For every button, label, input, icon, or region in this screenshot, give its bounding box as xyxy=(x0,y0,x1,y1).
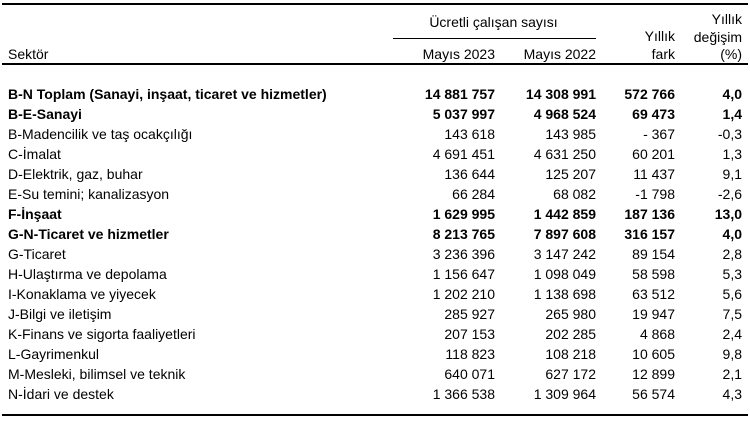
annual-change-cell: -0,3 xyxy=(717,126,742,142)
may-2022-value-cell: 108 218 xyxy=(545,346,596,362)
may-2023-value-cell: 1 202 210 xyxy=(432,286,495,302)
annual-difference-cell: 58 598 xyxy=(632,266,675,282)
may-2023-value-cell: 1 156 647 xyxy=(432,266,495,282)
sector-cell: C-İmalat xyxy=(8,146,61,162)
may-2023-value-cell: 1 366 538 xyxy=(432,386,495,402)
sector-cell: H-Ulaştırma ve depolama xyxy=(8,266,167,282)
may-2022-value-cell: 627 172 xyxy=(545,366,596,382)
may-2022-value-cell: 14 308 991 xyxy=(525,86,596,102)
table-row xyxy=(0,304,750,324)
table-row xyxy=(0,164,750,184)
table-row xyxy=(0,384,750,404)
table-row xyxy=(0,144,750,164)
table-row xyxy=(0,284,750,304)
may-2022-value-cell: 1 098 049 xyxy=(533,266,596,282)
annual-change-cell: 2,4 xyxy=(722,326,742,342)
may-2023-value-cell: 66 284 xyxy=(452,186,495,202)
may-2022-value-cell: 1 138 698 xyxy=(533,286,596,302)
annual-difference-cell: 63 512 xyxy=(632,286,675,302)
annual-change-header-line3: (%) xyxy=(720,46,742,62)
annual-difference-cell: 187 136 xyxy=(624,206,675,222)
annual-change-header-line2: değişim xyxy=(693,28,742,45)
annual-change-column-header xyxy=(694,11,742,64)
sector-cell: J-Bilgi ve iletişim xyxy=(8,306,112,322)
annual-change-cell: 4,3 xyxy=(722,386,742,402)
sector-cell: E-Su temini; kanalizasyon xyxy=(8,186,170,202)
sector-cell: N-İdari ve destek xyxy=(8,386,114,402)
table-body xyxy=(0,84,750,404)
sector-column-header: Sektör xyxy=(8,46,49,62)
paid-employees-group-header: Ücretli çalışan sayısı xyxy=(429,14,558,30)
annual-difference-column-header xyxy=(645,28,675,63)
may-2022-column-header: Mayıs 2022 xyxy=(523,46,596,62)
may-2022-value-cell: 4 968 524 xyxy=(533,106,596,122)
annual-change-cell: 1,3 xyxy=(722,146,742,162)
annual-difference-header-line2: fark xyxy=(651,45,675,62)
annual-change-cell: 13,0 xyxy=(714,206,742,222)
sector-cell: M-Mesleki, bilimsel ve teknik xyxy=(8,366,186,382)
table-row xyxy=(0,344,750,364)
annual-difference-cell: 69 473 xyxy=(632,106,675,122)
table-bottom-rule xyxy=(2,414,748,416)
annual-change-cell: 5,6 xyxy=(722,286,742,302)
may-2022-value-cell: 202 285 xyxy=(545,326,596,342)
annual-change-cell: 1,4 xyxy=(722,106,742,122)
table-row xyxy=(0,364,750,384)
table-top-rule xyxy=(2,3,748,5)
may-2022-value-cell: 7 897 608 xyxy=(533,226,596,242)
annual-change-cell: 4,0 xyxy=(722,226,742,242)
sector-cell: K-Finans ve sigorta faaliyetleri xyxy=(8,326,196,342)
annual-difference-cell: 572 766 xyxy=(624,86,675,102)
group-header-underline xyxy=(393,38,596,39)
table-row xyxy=(0,324,750,344)
annual-difference-header-line1: Yıllık xyxy=(644,28,675,44)
may-2023-value-cell: 285 927 xyxy=(444,306,495,322)
annual-difference-cell: 11 437 xyxy=(633,166,675,182)
may-2022-value-cell: 1 309 964 xyxy=(533,386,596,402)
sector-cell: G-Ticaret xyxy=(8,246,66,262)
table-row xyxy=(0,184,750,204)
annual-change-cell: 9,1 xyxy=(722,166,742,182)
table-row xyxy=(0,244,750,264)
annual-change-header-line1: Yıllık xyxy=(711,11,742,27)
table-row xyxy=(0,204,750,224)
header-bottom-rule xyxy=(2,63,748,65)
annual-difference-cell: 12 899 xyxy=(632,366,675,382)
table-row xyxy=(0,224,750,244)
annual-difference-cell: 10 605 xyxy=(632,346,675,362)
table-row xyxy=(0,104,750,124)
sector-cell: D-Elektrik, gaz, buhar xyxy=(8,166,143,182)
annual-difference-cell: 316 157 xyxy=(624,226,675,242)
annual-change-cell: -2,6 xyxy=(717,186,742,202)
table-row xyxy=(0,264,750,284)
sector-cell: I-Konaklama ve yiyecek xyxy=(8,286,156,302)
may-2022-value-cell: 1 442 859 xyxy=(533,206,596,222)
may-2022-value-cell: 265 980 xyxy=(545,306,596,322)
sector-cell: B-E-Sanayi xyxy=(8,106,82,122)
may-2023-value-cell: 5 037 997 xyxy=(432,106,495,122)
may-2023-value-cell: 136 644 xyxy=(444,166,495,182)
sector-cell: B-Madencilik ve taş ocakçılığı xyxy=(8,126,193,142)
may-2023-value-cell: 3 236 396 xyxy=(432,246,495,262)
table-row xyxy=(0,124,750,144)
may-2022-value-cell: 68 082 xyxy=(553,186,596,202)
may-2023-value-cell: 1 629 995 xyxy=(432,206,495,222)
table-row xyxy=(0,84,750,104)
may-2023-value-cell: 14 881 757 xyxy=(424,86,495,102)
sector-cell: F-İnşaat xyxy=(8,206,62,222)
annual-change-cell: 5,3 xyxy=(722,266,742,282)
annual-difference-cell: 19 947 xyxy=(632,306,675,322)
may-2023-value-cell: 4 691 451 xyxy=(432,146,495,162)
may-2022-value-cell: 125 207 xyxy=(545,166,596,182)
annual-difference-cell: 56 574 xyxy=(632,386,675,402)
annual-change-cell: 7,5 xyxy=(722,306,742,322)
may-2022-value-cell: 3 147 242 xyxy=(533,246,596,262)
annual-difference-cell: 4 868 xyxy=(639,326,675,342)
sector-cell: L-Gayrimenkul xyxy=(8,346,100,362)
may-2023-value-cell: 143 618 xyxy=(444,126,495,142)
may-2023-value-cell: 8 213 765 xyxy=(432,226,495,242)
annual-difference-cell: - 367 xyxy=(643,126,675,142)
sector-cell: G-N-Ticaret ve hizmetler xyxy=(8,226,169,242)
annual-difference-cell: 60 201 xyxy=(632,146,675,162)
annual-difference-cell: 89 154 xyxy=(632,246,675,262)
may-2023-value-cell: 640 071 xyxy=(444,366,495,382)
annual-change-cell: 2,1 xyxy=(722,366,742,382)
annual-change-cell: 2,8 xyxy=(722,246,742,262)
may-2022-value-cell: 4 631 250 xyxy=(533,146,596,162)
annual-difference-cell: -1 798 xyxy=(635,186,675,202)
may-2023-value-cell: 118 823 xyxy=(445,346,495,362)
may-2022-value-cell: 143 985 xyxy=(545,126,596,142)
may-2023-column-header: Mayıs 2023 xyxy=(422,46,495,62)
annual-change-cell: 9,8 xyxy=(722,346,742,362)
sector-cell: B-N Toplam (Sanayi, inşaat, ticaret ve hizmetler) xyxy=(8,86,327,102)
annual-change-cell: 4,0 xyxy=(722,86,742,102)
may-2023-value-cell: 207 153 xyxy=(444,326,495,342)
